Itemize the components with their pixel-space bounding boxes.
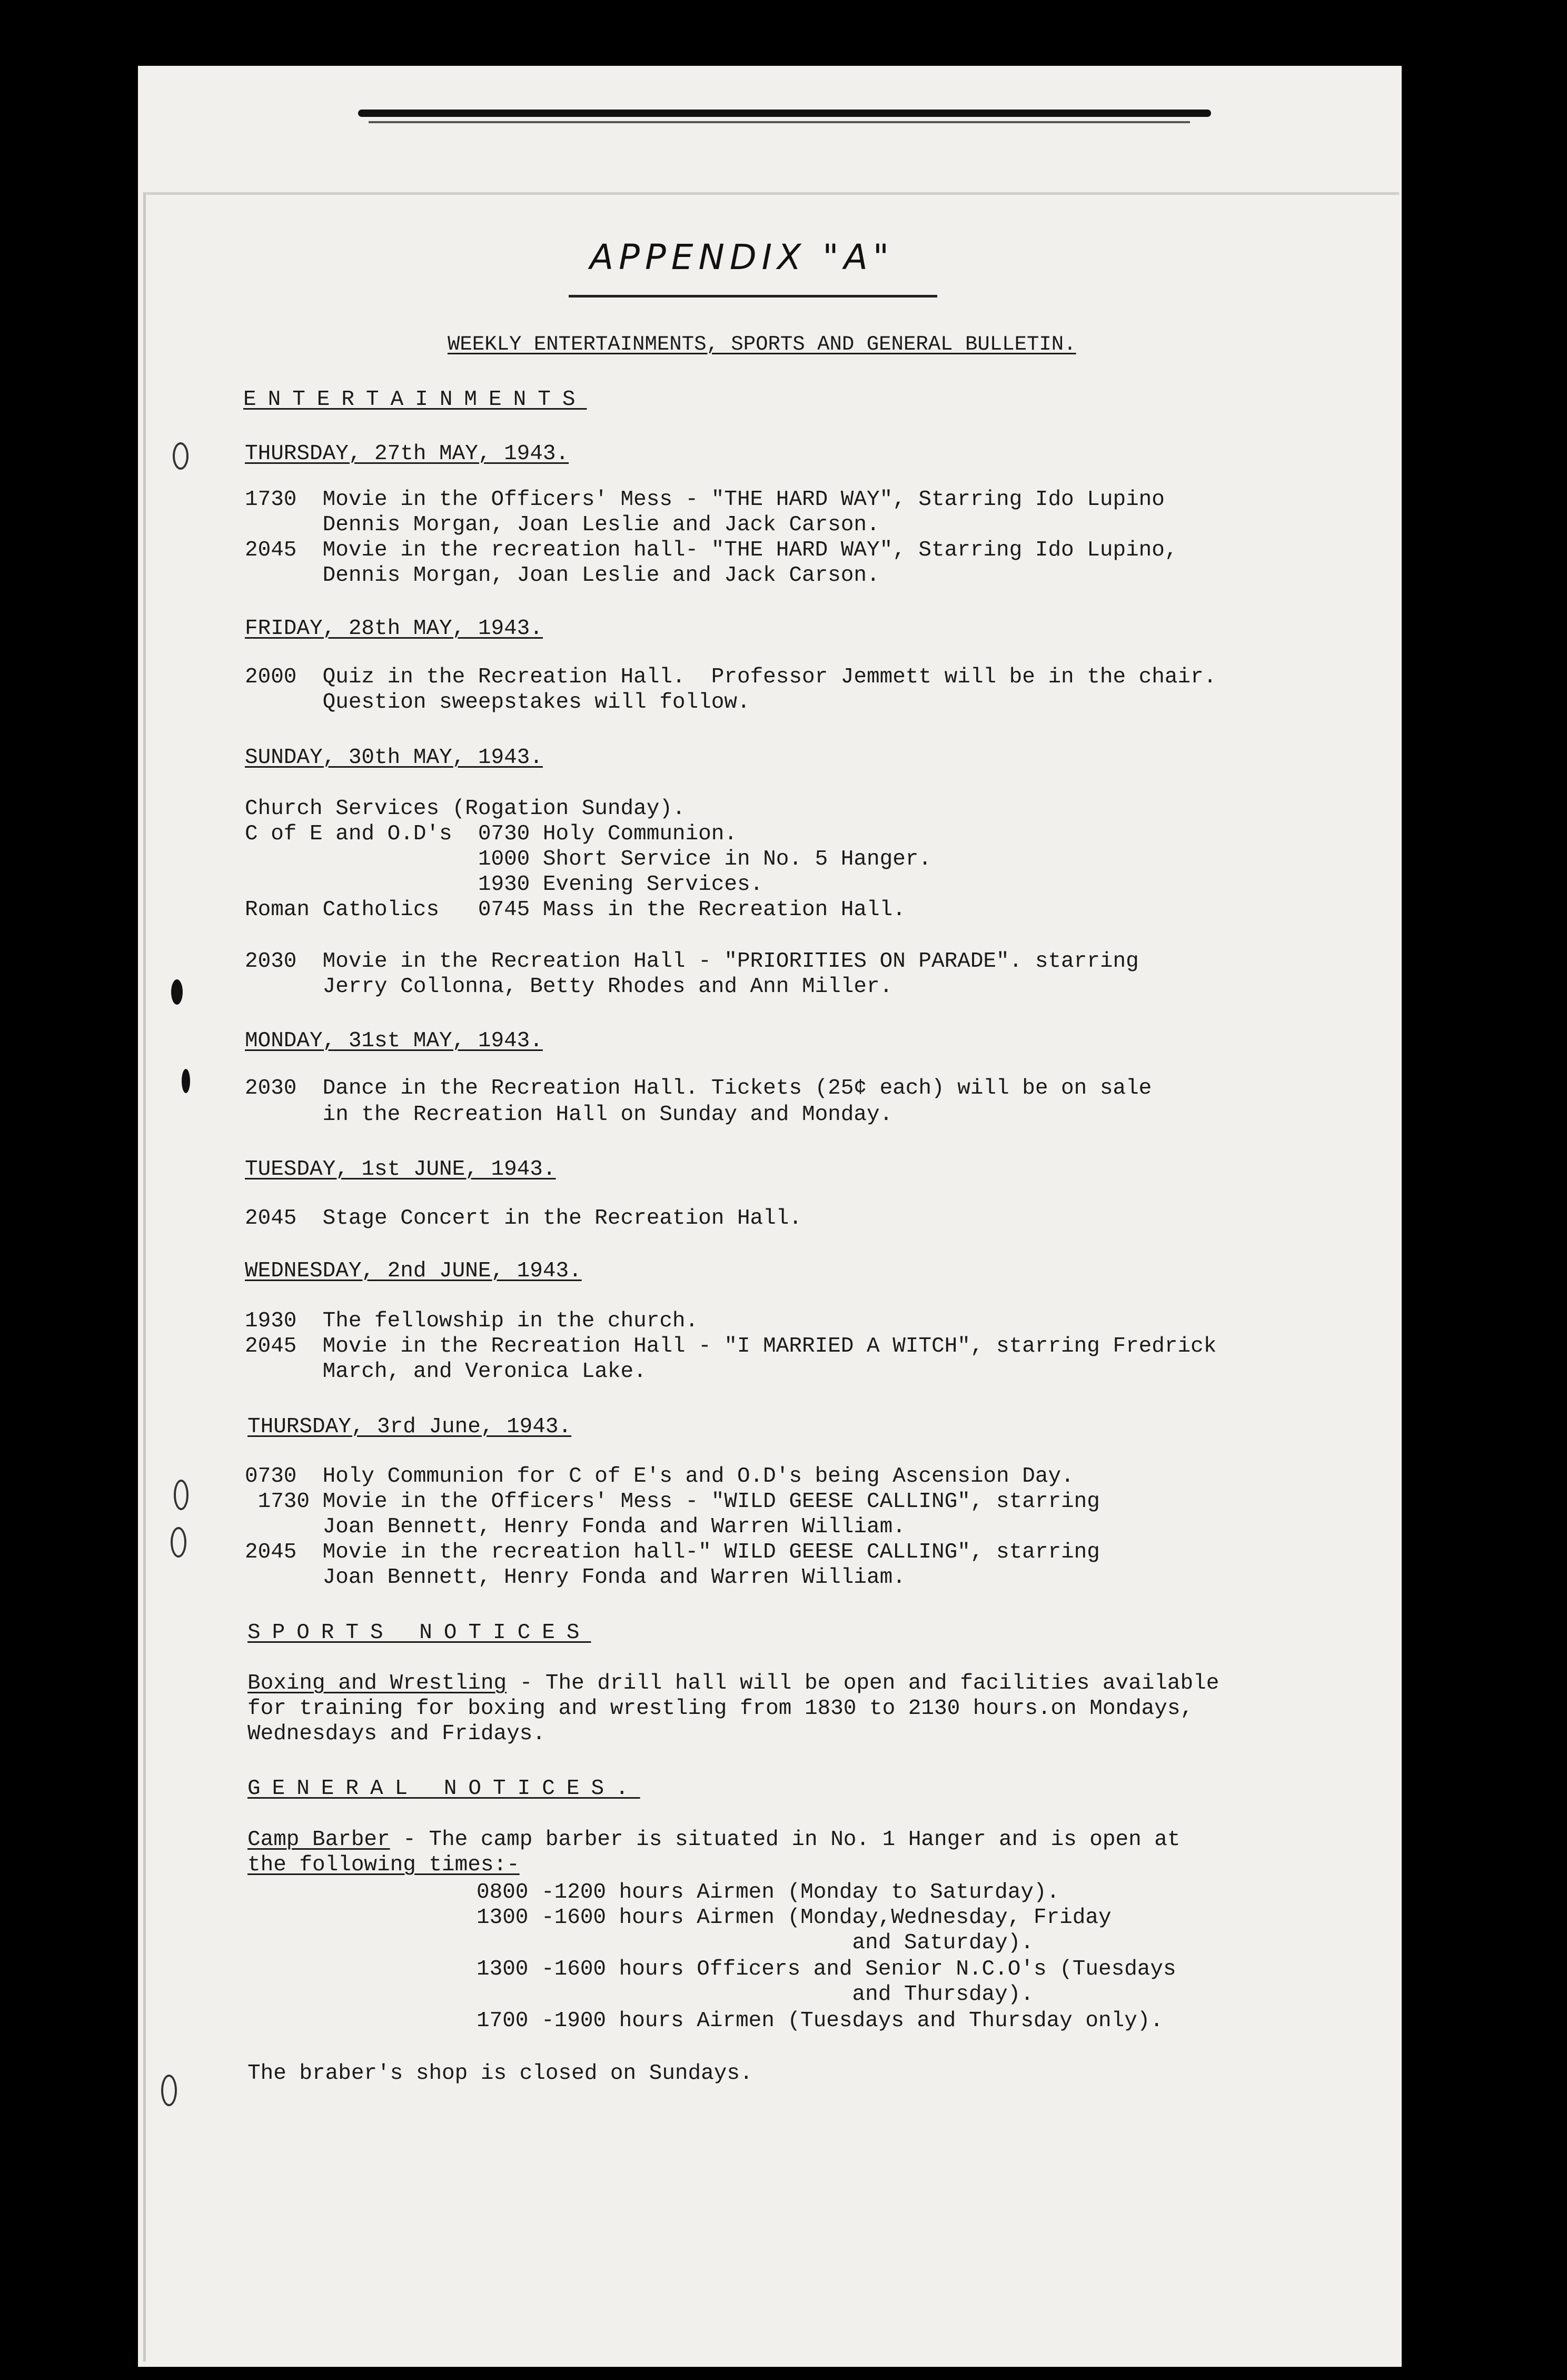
day-heading: TUESDAY, 1st JUNE, 1943. bbox=[245, 1157, 556, 1182]
entry-line: 1730 Movie in the Officers' Mess - "THE HARD WAY", Starring Ido Lupino bbox=[245, 488, 1165, 512]
entry-line: March, and Veronica Lake. bbox=[245, 1360, 647, 1384]
entry-line: Wednesdays and Fridays. bbox=[247, 1722, 546, 1746]
entry-line: 1730 Movie in the Officers' Mess - "WILD GEESE CALLING", starring bbox=[245, 1490, 1100, 1514]
entry-line: and Thursday). bbox=[477, 1982, 1034, 2007]
barber-notice-line bbox=[247, 1827, 1181, 1852]
entry-line: 2045 Movie in the Recreation Hall - "I MARRIED A WITCH", starring Fredrick bbox=[245, 1334, 1217, 1358]
entry-line: Question sweepstakes will follow. bbox=[245, 690, 750, 715]
barber-text: - The camp barber is situated in No. 1 Hanger and is open at bbox=[390, 1828, 1181, 1852]
punch-ring bbox=[173, 442, 189, 470]
punch-ring bbox=[171, 1527, 186, 1558]
entry-line: Church Services (Rogation Sunday). bbox=[245, 797, 686, 821]
entry-line: 1930 The fellowship in the church. bbox=[245, 1309, 699, 1333]
section-entertainments: ENTERTAINMENTS bbox=[243, 388, 587, 412]
entry-line: 2030 Movie in the Recreation Hall - "PRIORITIES ON PARADE". starring bbox=[245, 949, 1139, 974]
entry-line: 1700 -1900 hours Airmen (Tuesdays and Thursday only). bbox=[477, 2009, 1164, 2033]
entry-line: 1300 -1600 hours Officers and Senior N.C.O's (Tuesdays bbox=[477, 1957, 1176, 1981]
entry-line: Dennis Morgan, Joan Leslie and Jack Carson. bbox=[245, 563, 880, 588]
entry-line: 1000 Short Service in No. 5 Hanger. bbox=[245, 847, 932, 871]
entry-line: Joan Bennett, Henry Fonda and Warren William. bbox=[245, 1565, 906, 1590]
entry-line: the following times:- bbox=[247, 1853, 520, 1877]
section-sports: SPORTS NOTICES bbox=[247, 1621, 591, 1645]
top-rule-shadow bbox=[369, 121, 1190, 123]
day-heading: FRIDAY, 28th MAY, 1943. bbox=[245, 617, 543, 641]
punch-hole bbox=[182, 1069, 190, 1093]
boxing-notice-line bbox=[247, 1671, 1219, 1696]
bulletin-heading: WEEKLY ENTERTAINMENTS, SPORTS AND GENERAL BULLETIN. bbox=[448, 333, 1076, 356]
entry-line: Dennis Morgan, Joan Leslie and Jack Carson. bbox=[245, 513, 880, 537]
entry-line: 0730 Holy Communion for C of E's and O.D's being Ascension Day. bbox=[245, 1464, 1074, 1489]
entry-line: Jerry Collonna, Betty Rhodes and Ann Miller. bbox=[245, 975, 893, 999]
barber-label: Camp Barber bbox=[247, 1828, 390, 1852]
entry-line: 2045 Movie in the recreation hall- "THE HARD WAY", Starring Ido Lupino, bbox=[245, 538, 1178, 562]
day-heading: SUNDAY, 30th MAY, 1943. bbox=[245, 746, 543, 770]
punch-ring bbox=[161, 2075, 177, 2106]
entry-line: 1930 Evening Services. bbox=[245, 872, 763, 897]
day-heading: THURSDAY, 27th MAY, 1943. bbox=[245, 442, 569, 466]
entry-line: Joan Bennett, Henry Fonda and Warren William. bbox=[245, 1515, 906, 1539]
entry-line: 1300 -1600 hours Airmen (Monday,Wednesday, Friday bbox=[477, 1906, 1112, 1930]
punch-ring bbox=[174, 1480, 189, 1510]
entry-line: 2030 Dance in the Recreation Hall. Tickets (25¢ each) will be on sale bbox=[245, 1076, 1152, 1100]
entry-line: 2045 Movie in the recreation hall-" WILD GEESE CALLING", starring bbox=[245, 1540, 1100, 1564]
entry-line: The braber's shop is closed on Sundays. bbox=[247, 2061, 753, 2086]
title-underline bbox=[569, 295, 937, 298]
entry-line: 2045 Stage Concert in the Recreation Hall. bbox=[245, 1206, 802, 1231]
entry-line: for training for boxing and wrestling from 1830 to 2130 hours.on Mondays, bbox=[247, 1697, 1194, 1721]
entry-line: and Saturday). bbox=[477, 1931, 1034, 1955]
punch-hole bbox=[171, 979, 183, 1005]
section-general: GENERAL NOTICES. bbox=[247, 1777, 640, 1801]
entry-line: 2000 Quiz in the Recreation Hall. Professor Jemmett will be in the chair. bbox=[245, 665, 1217, 689]
entry-line: Roman Catholics 0745 Mass in the Recreation Hall. bbox=[245, 898, 906, 922]
top-rule bbox=[358, 110, 1211, 117]
entry-line: in the Recreation Hall on Sunday and Monday. bbox=[245, 1103, 893, 1127]
entry-line: 0800 -1200 hours Airmen (Monday to Saturday). bbox=[477, 1880, 1060, 1905]
entry-line: C of E and O.D's 0730 Holy Communion. bbox=[245, 822, 737, 846]
day-heading: WEDNESDAY, 2nd JUNE, 1943. bbox=[245, 1259, 582, 1283]
appendix-title: APPENDIX "A" bbox=[590, 237, 895, 277]
boxing-label: Boxing and Wrestling bbox=[247, 1671, 507, 1695]
day-heading: MONDAY, 31st MAY, 1943. bbox=[245, 1029, 543, 1053]
day-heading: THURSDAY, 3rd June, 1943. bbox=[247, 1415, 572, 1439]
boxing-text: - The drill hall will be open and facilities available bbox=[507, 1671, 1219, 1695]
